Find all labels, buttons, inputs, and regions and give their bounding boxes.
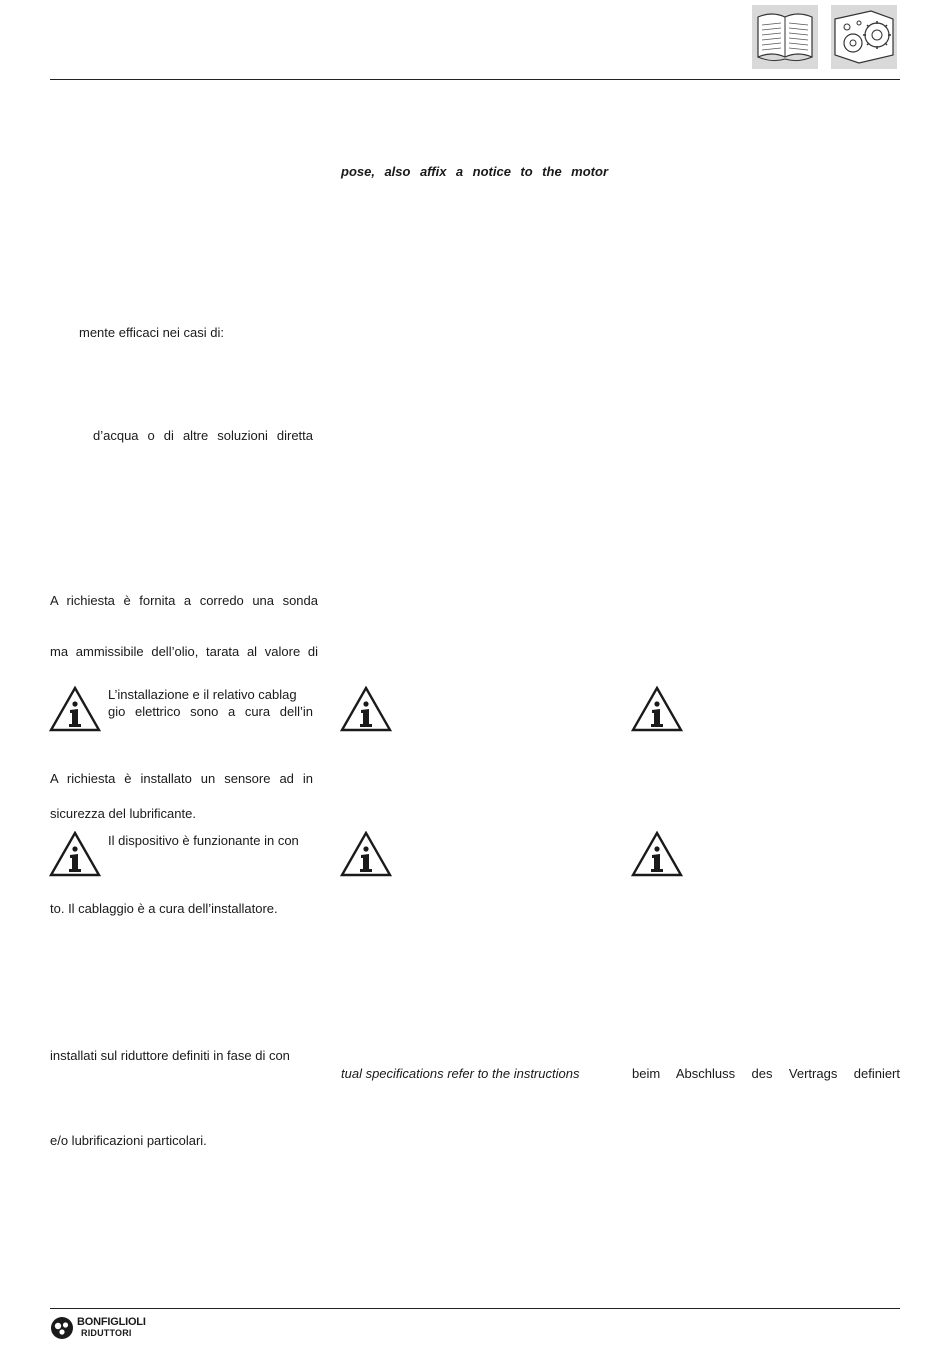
it-text-sicurezza: sicurezza del lubrificante. — [50, 806, 196, 821]
it-text-richiesta-sonda: A richiesta è fornita a corredo una sonda — [50, 593, 318, 608]
brand-logo — [50, 1316, 146, 1340]
it-text-acqua: d’acqua o di altre soluzioni diretta — [93, 428, 313, 443]
brand-subname: RIDUTTORI — [81, 1328, 132, 1338]
info-warning-icon — [631, 686, 683, 732]
it-text-richiesta-sensore: A richiesta è installato un sensore ad in — [50, 771, 313, 786]
en-text-pose: pose, also affix a notice to the motor — [341, 164, 608, 179]
info-warning-icon — [340, 831, 392, 877]
de-text-beim: beim Abschluss des Vertrags definiert — [632, 1066, 900, 1081]
manual-book-icon — [752, 5, 818, 69]
it-note2-line1: Il dispositivo è funzionante in con — [108, 833, 299, 848]
it-text-efficaci: mente efficaci nei casi di: — [79, 325, 224, 340]
header-rule — [50, 79, 900, 80]
brand-logo-icon — [50, 1316, 74, 1340]
info-warning-icon — [49, 686, 101, 732]
it-note1-line2: gio elettrico sono a cura dell’in — [108, 704, 313, 719]
it-text-installati: installati sul riduttore definiti in fase di con — [50, 1048, 290, 1063]
info-warning-icon — [340, 686, 392, 732]
it-note1-line1: L’installazione e il relativo cablag — [108, 687, 297, 702]
en-text-tual: tual specifications refer to the instructions — [341, 1066, 580, 1081]
it-text-ammissibile: ma ammissibile dell’olio, tarata al valore di — [50, 644, 318, 659]
gear-unit-icon — [831, 5, 897, 69]
info-warning-icon — [49, 831, 101, 877]
brand-name: BONFIGLIOLI — [77, 1316, 146, 1328]
it-text-lubrificazioni: e/o lubrificazioni particolari. — [50, 1133, 207, 1148]
footer-rule — [50, 1308, 900, 1309]
info-warning-icon — [631, 831, 683, 877]
it-text-cablaggio: to. Il cablaggio è a cura dell’installatore. — [50, 901, 278, 916]
